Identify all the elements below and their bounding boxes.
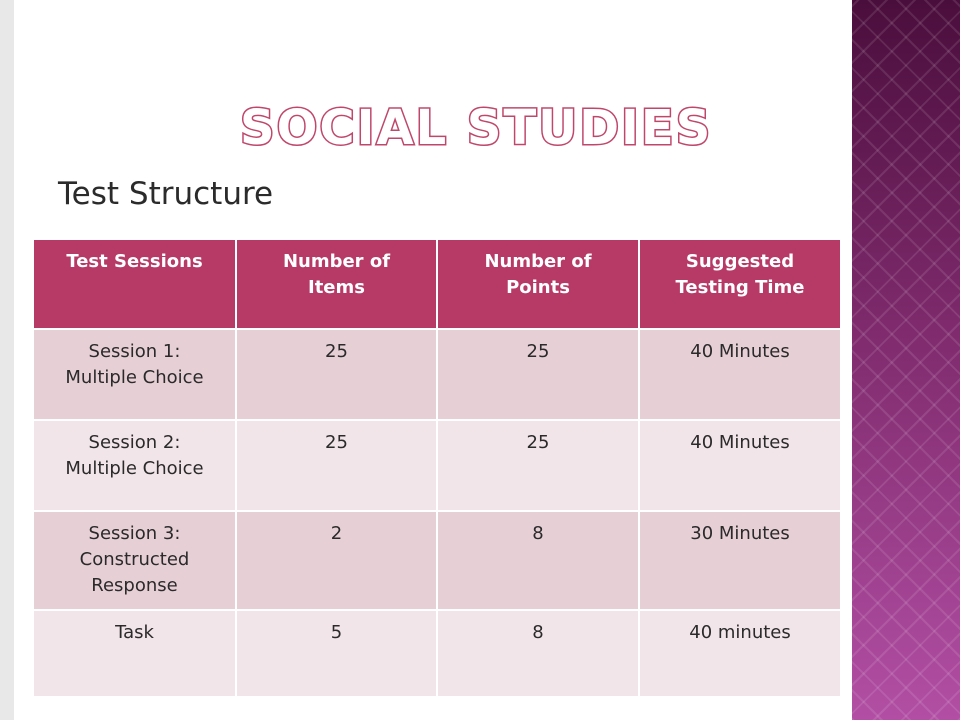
header-number-of-points <box>437 239 639 329</box>
header-line: Items <box>308 277 365 298</box>
cell-points <box>437 511 639 610</box>
cell-time <box>639 420 841 511</box>
cell-line: 25 <box>325 432 348 453</box>
cell-session <box>33 511 236 610</box>
cell-line: Session 2: <box>88 432 181 453</box>
table-row <box>33 610 841 697</box>
cell-time <box>639 511 841 610</box>
cell-points <box>437 420 639 511</box>
cell-line: 25 <box>526 341 550 362</box>
cell-line: Task <box>115 622 154 643</box>
left-margin-strip <box>0 0 14 720</box>
header-suggested-testing-time <box>639 239 841 329</box>
table-row <box>33 420 841 511</box>
header-line: Suggested <box>685 251 795 272</box>
table-row <box>33 329 841 420</box>
cell-time <box>639 610 841 697</box>
cell-time <box>639 329 841 420</box>
cell-line: 8 <box>532 523 544 544</box>
cell-session <box>33 610 236 697</box>
decorative-side-panel <box>852 0 960 720</box>
cell-items <box>236 511 437 610</box>
slide-title-text: SOCIAL STUDIES <box>240 100 713 156</box>
cell-points <box>437 329 639 420</box>
cell-line: 40 minutes <box>689 622 791 643</box>
cell-line: 5 <box>330 622 343 643</box>
header-line: Number of <box>484 251 592 272</box>
cell-line: Response <box>91 575 178 596</box>
cell-session <box>33 329 236 420</box>
header-line: Number of <box>282 251 391 272</box>
cell-line: 40 Minutes <box>690 432 790 453</box>
cell-line: 25 <box>325 341 348 362</box>
header-line: Points <box>506 277 570 298</box>
slide-title <box>230 92 713 156</box>
cell-line: 25 <box>526 432 550 453</box>
slide-subtitle: Test Structure <box>58 176 274 212</box>
cell-items <box>236 610 437 697</box>
header-line: Test Sessions <box>66 251 203 272</box>
cell-line: Multiple Choice <box>65 458 204 479</box>
table-header-row <box>33 239 841 329</box>
cell-line: 2 <box>330 523 343 544</box>
header-number-of-items <box>236 239 437 329</box>
cell-session <box>33 420 236 511</box>
cell-items <box>236 420 437 511</box>
header-test-sessions <box>33 239 236 329</box>
cell-line: Constructed <box>79 549 190 570</box>
header-line: Testing Time <box>675 277 805 298</box>
table-row <box>33 511 841 610</box>
cell-line: 40 Minutes <box>690 341 790 362</box>
cell-line: Multiple Choice <box>65 367 204 388</box>
cell-points <box>437 610 639 697</box>
cell-line: 30 Minutes <box>690 523 790 544</box>
cell-line: Session 3: <box>88 523 181 544</box>
cell-items <box>236 329 437 420</box>
cell-line: Session 1: <box>88 341 181 362</box>
cell-line: 8 <box>532 622 544 643</box>
test-structure-table <box>32 238 842 698</box>
